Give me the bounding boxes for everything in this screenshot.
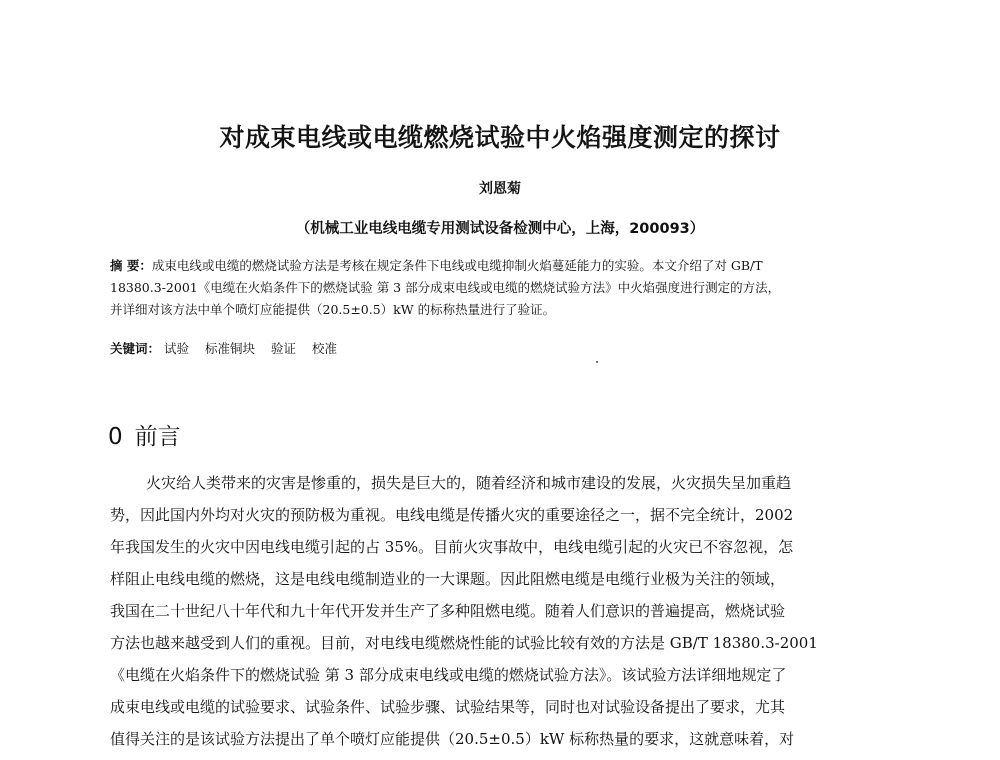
abstract-line — [110, 255, 918, 277]
body-line: 样阻止电线电缆的燃烧，这是电线电缆制造业的一大课题。因此阻燃电缆是电缆行业极为关注的领域， — [110, 570, 786, 588]
body-line: 我国在二十世纪八十年代和九十年代开发并生产了多种阻燃电缆。随着人们意识的普遍提高，燃烧试验 — [110, 602, 786, 620]
body-line: 年我国发生的火灾中因电线电缆引起的占 35%。目前火灾事故中，电线电缆引起的火灾已不容忽视，怎 — [110, 538, 794, 556]
body-paragraph — [110, 467, 916, 755]
abstract-label: 摘 要： — [110, 258, 152, 273]
abstract-line: 并详细对该方法中单个喷灯应能提供（20.5±0.5）kW 的标称热量进行了验证。 — [110, 302, 556, 317]
keyword: 验证 — [271, 341, 297, 356]
section-heading — [108, 418, 181, 451]
abstract-line: 18380.3-2001《电缆在火焰条件下的燃烧试验 第 3 部分成束电线或电缆的燃烧试验方法》中火焰强度进行测定的方法， — [110, 280, 781, 295]
scan-speck — [596, 361, 598, 363]
section-title: 前言 — [134, 424, 181, 450]
keywords — [110, 339, 349, 357]
author-affiliation: （机械工业电线电缆专用测试设备检测中心，上海，200093） — [295, 221, 705, 237]
keyword: 试验 — [164, 341, 190, 356]
keywords-label: 关键词： — [110, 341, 161, 356]
body-line: 《电缆在火焰条件下的燃烧试验 第 3 部分成束电线或电缆的燃烧试验方法》。该试验方法详细地规定了 — [110, 666, 787, 684]
body-line: 值得关注的是该试验方法提出了单个喷灯应能提供（20.5±0.5）kW 标称热量的要求，这就意味着，对 — [110, 730, 795, 748]
paper-title: 对成束电线或电缆燃烧试验中火焰强度测定的探讨 — [219, 123, 781, 152]
keyword: 标准铜块 — [205, 341, 256, 356]
body-line: 火灾给人类带来的灾害是惨重的，损失是巨大的，随着经济和城市建设的发展，火灾损失呈加重趋 — [146, 474, 792, 492]
author-name: 刘恩菊 — [479, 181, 521, 197]
keyword: 校准 — [312, 341, 338, 356]
body-line: 方法也越来越受到人们的重视。目前，对电线电缆燃烧性能的试验比较有效的方法是 GB/T 18380.3-2001 — [110, 634, 818, 652]
body-line: 势，因此国内外均对火灾的预防极为重视。电线电缆是传播火灾的重要途径之一，据不完全统计，2002 — [110, 506, 794, 524]
abstract-text: 成束电线或电缆的燃烧试验方法是考核在规定条件下电线或电缆抑制火焰蔓延能力的实验。本文介绍了对 GB/T — [151, 258, 763, 273]
abstract — [110, 255, 918, 321]
body-line: 成束电线或电缆的试验要求、试验条件、试验步骤、试验结果等，同时也对试验设备提出了要求，尤其 — [110, 698, 786, 716]
section-number: 0 — [108, 424, 123, 450]
